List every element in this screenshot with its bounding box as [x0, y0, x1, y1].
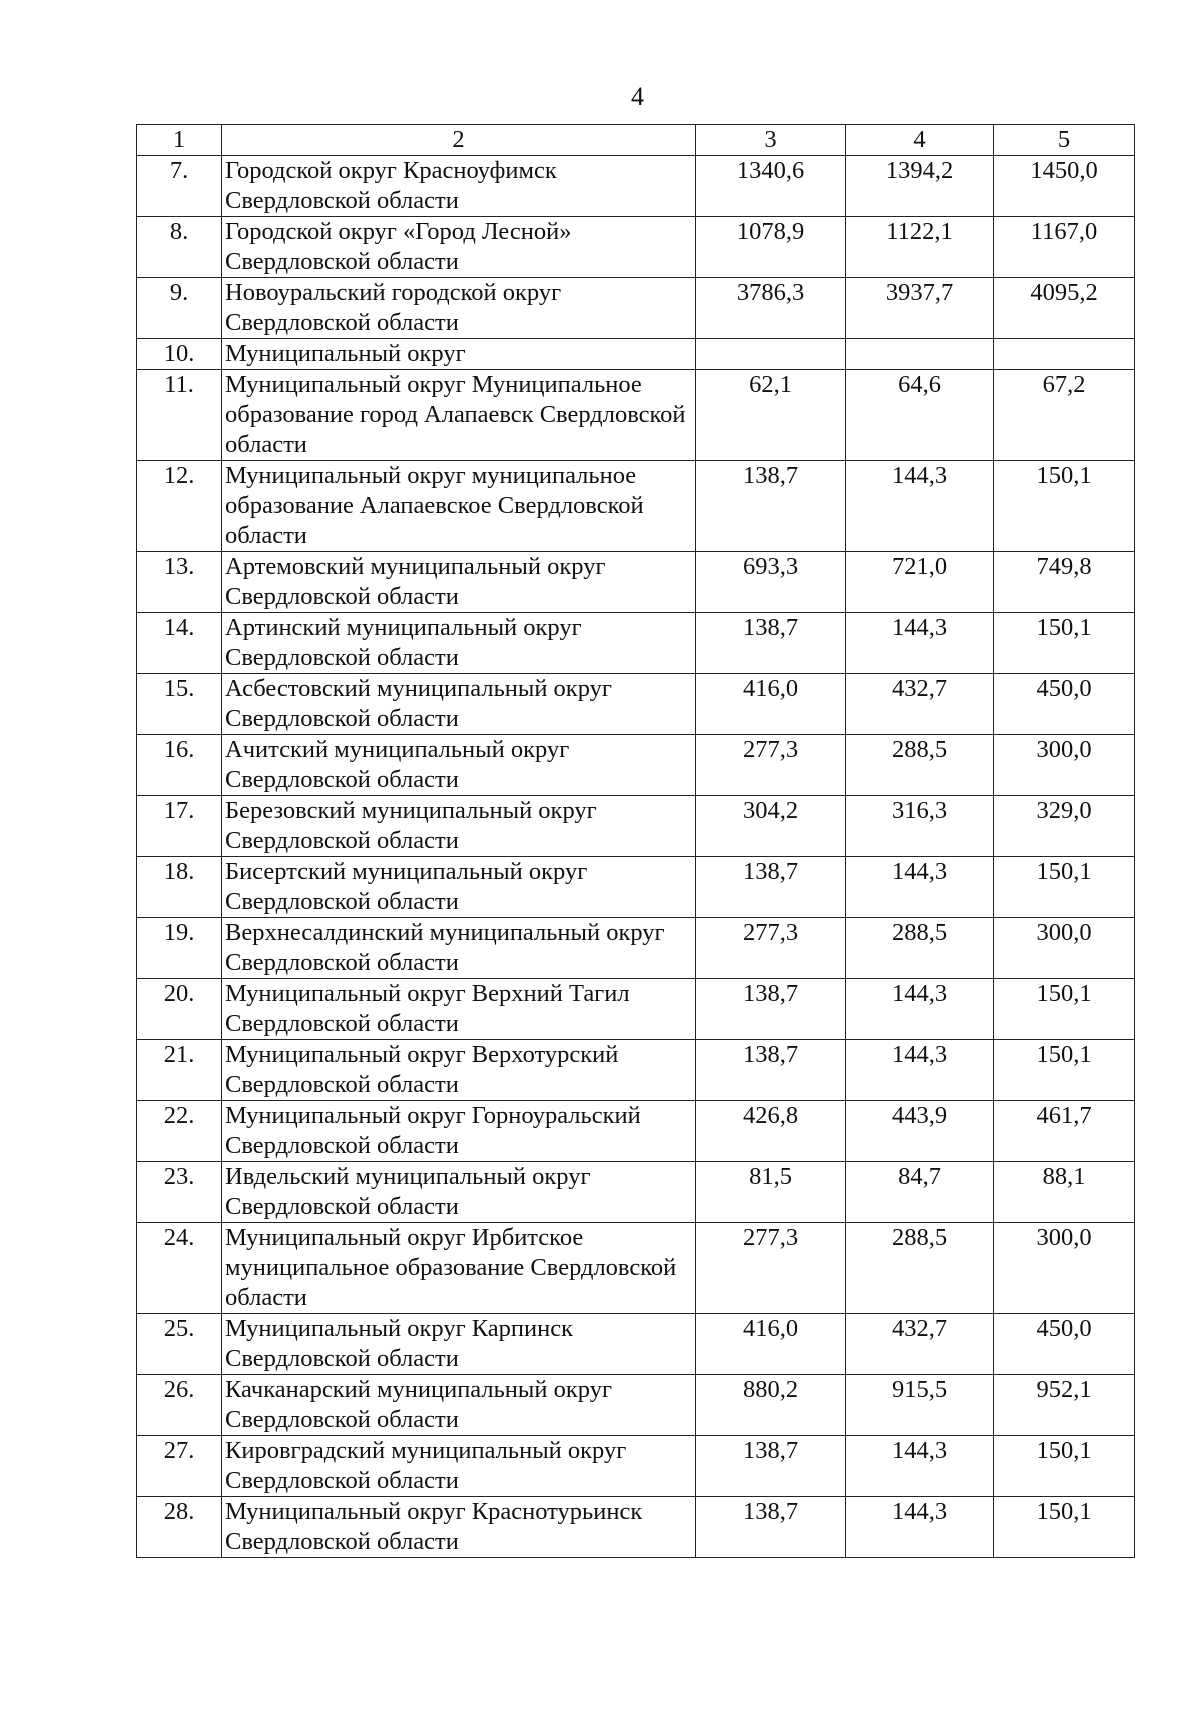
value-column-5: 450,0 [994, 674, 1135, 735]
municipality-name: Муниципальный округ Верхотурский Свердловской области [222, 1040, 696, 1101]
municipality-name: Муниципальный округ Верхний Тагил Свердловской области [222, 979, 696, 1040]
value-column-3: 277,3 [696, 1223, 846, 1314]
municipality-name: Муниципальный округ [222, 339, 696, 370]
value-column-3: 1340,6 [696, 156, 846, 217]
row-number: 19. [137, 918, 222, 979]
table-row [137, 674, 1135, 735]
value-column-4: 144,3 [846, 613, 994, 674]
value-column-5: 300,0 [994, 918, 1135, 979]
row-number: 28. [137, 1497, 222, 1558]
value-column-3: 138,7 [696, 979, 846, 1040]
value-column-5: 329,0 [994, 796, 1135, 857]
data-table [136, 124, 1135, 1558]
row-number: 12. [137, 461, 222, 552]
municipality-name: Городской округ «Город Лесной» Свердловской области [222, 217, 696, 278]
table-row [137, 1223, 1135, 1314]
value-column-4: 64,6 [846, 370, 994, 461]
table-row [137, 857, 1135, 918]
value-column-5 [994, 339, 1135, 370]
value-column-3: 3786,3 [696, 278, 846, 339]
table-row [137, 217, 1135, 278]
column-header-2: 2 [222, 125, 696, 156]
row-number: 10. [137, 339, 222, 370]
value-column-3: 138,7 [696, 1436, 846, 1497]
value-column-3: 880,2 [696, 1375, 846, 1436]
value-column-5: 150,1 [994, 461, 1135, 552]
value-column-4 [846, 339, 994, 370]
value-column-5: 749,8 [994, 552, 1135, 613]
table-row [137, 1101, 1135, 1162]
municipality-name: Березовский муниципальный округ Свердловской области [222, 796, 696, 857]
row-number: 17. [137, 796, 222, 857]
value-column-3: 304,2 [696, 796, 846, 857]
value-column-4: 3937,7 [846, 278, 994, 339]
value-column-4: 432,7 [846, 1314, 994, 1375]
table-body [137, 125, 1135, 1558]
value-column-4: 1394,2 [846, 156, 994, 217]
municipality-name: Муниципальный округ муниципальное образование Алапаевское Свердловской области [222, 461, 696, 552]
value-column-3: 1078,9 [696, 217, 846, 278]
value-column-4: 288,5 [846, 918, 994, 979]
column-header-3: 3 [696, 125, 846, 156]
row-number: 8. [137, 217, 222, 278]
row-number: 15. [137, 674, 222, 735]
municipality-name: Муниципальный округ Муниципальное образование город Алапаевск Свердловской области [222, 370, 696, 461]
row-number: 18. [137, 857, 222, 918]
page-number: 4 [631, 82, 644, 111]
value-column-4: 144,3 [846, 1436, 994, 1497]
value-column-3: 277,3 [696, 735, 846, 796]
row-number: 23. [137, 1162, 222, 1223]
value-column-4: 144,3 [846, 461, 994, 552]
value-column-5: 150,1 [994, 1497, 1135, 1558]
value-column-5: 150,1 [994, 1436, 1135, 1497]
value-column-3: 138,7 [696, 857, 846, 918]
municipality-name: Верхнесалдинский муниципальный округ Свердловской области [222, 918, 696, 979]
table-row [137, 796, 1135, 857]
row-number: 20. [137, 979, 222, 1040]
value-column-5: 450,0 [994, 1314, 1135, 1375]
value-column-3: 426,8 [696, 1101, 846, 1162]
municipality-name: Артемовский муниципальный округ Свердловской области [222, 552, 696, 613]
row-number: 16. [137, 735, 222, 796]
municipality-name: Муниципальный округ Краснотурьинск Свердловской области [222, 1497, 696, 1558]
value-column-4: 915,5 [846, 1375, 994, 1436]
table-row [137, 1162, 1135, 1223]
value-column-3: 138,7 [696, 613, 846, 674]
table-row [137, 1497, 1135, 1558]
row-number: 7. [137, 156, 222, 217]
value-column-5: 1450,0 [994, 156, 1135, 217]
value-column-5: 1167,0 [994, 217, 1135, 278]
value-column-4: 1122,1 [846, 217, 994, 278]
value-column-4: 84,7 [846, 1162, 994, 1223]
value-column-4: 721,0 [846, 552, 994, 613]
row-number: 26. [137, 1375, 222, 1436]
value-column-3 [696, 339, 846, 370]
municipality-name: Новоуральский городской округ Свердловской области [222, 278, 696, 339]
value-column-4: 144,3 [846, 979, 994, 1040]
value-column-5: 952,1 [994, 1375, 1135, 1436]
value-column-4: 288,5 [846, 735, 994, 796]
municipality-name: Артинский муниципальный округ Свердловской области [222, 613, 696, 674]
row-number: 24. [137, 1223, 222, 1314]
value-column-5: 150,1 [994, 857, 1135, 918]
municipality-name: Муниципальный округ Карпинск Свердловской области [222, 1314, 696, 1375]
municipality-name: Асбестовский муниципальный округ Свердловской области [222, 674, 696, 735]
table-row [137, 1314, 1135, 1375]
table-row [137, 552, 1135, 613]
row-number: 27. [137, 1436, 222, 1497]
value-column-3: 81,5 [696, 1162, 846, 1223]
value-column-3: 277,3 [696, 918, 846, 979]
table-row [137, 1436, 1135, 1497]
value-column-5: 4095,2 [994, 278, 1135, 339]
value-column-5: 150,1 [994, 1040, 1135, 1101]
table-row [137, 156, 1135, 217]
row-number: 9. [137, 278, 222, 339]
table-row [137, 278, 1135, 339]
municipality-name: Кировградский муниципальный округ Свердловской области [222, 1436, 696, 1497]
header-row [137, 125, 1135, 156]
value-column-5: 300,0 [994, 1223, 1135, 1314]
table-row [137, 613, 1135, 674]
value-column-5: 88,1 [994, 1162, 1135, 1223]
value-column-3: 693,3 [696, 552, 846, 613]
municipality-name: Городской округ Красноуфимск Свердловской области [222, 156, 696, 217]
value-column-4: 316,3 [846, 796, 994, 857]
row-number: 11. [137, 370, 222, 461]
value-column-5: 461,7 [994, 1101, 1135, 1162]
municipality-name: Бисертский муниципальный округ Свердловской области [222, 857, 696, 918]
municipality-name: Ивдельский муниципальный округ Свердловской области [222, 1162, 696, 1223]
value-column-5: 300,0 [994, 735, 1135, 796]
municipality-name: Качканарский муниципальный округ Свердловской области [222, 1375, 696, 1436]
value-column-4: 144,3 [846, 1040, 994, 1101]
municipality-name: Муниципальный округ Горноуральский Свердловской области [222, 1101, 696, 1162]
value-column-4: 288,5 [846, 1223, 994, 1314]
value-column-5: 150,1 [994, 613, 1135, 674]
value-column-3: 138,7 [696, 1040, 846, 1101]
value-column-4: 144,3 [846, 1497, 994, 1558]
row-number: 22. [137, 1101, 222, 1162]
value-column-5: 150,1 [994, 979, 1135, 1040]
table-row [137, 918, 1135, 979]
value-column-5: 67,2 [994, 370, 1135, 461]
value-column-4: 432,7 [846, 674, 994, 735]
municipality-name: Ачитский муниципальный округ Свердловской области [222, 735, 696, 796]
municipality-name: Муниципальный округ Ирбитское муниципальное образование Свердловской области [222, 1223, 696, 1314]
table-row [137, 979, 1135, 1040]
row-number: 14. [137, 613, 222, 674]
value-column-4: 443,9 [846, 1101, 994, 1162]
table-row [137, 339, 1135, 370]
table-row [137, 1040, 1135, 1101]
value-column-3: 138,7 [696, 461, 846, 552]
table-row [137, 461, 1135, 552]
row-number: 13. [137, 552, 222, 613]
value-column-3: 416,0 [696, 674, 846, 735]
row-number: 21. [137, 1040, 222, 1101]
column-header-4: 4 [846, 125, 994, 156]
table-row [137, 370, 1135, 461]
table-row [137, 1375, 1135, 1436]
value-column-3: 62,1 [696, 370, 846, 461]
row-number: 25. [137, 1314, 222, 1375]
column-header-1: 1 [137, 125, 222, 156]
value-column-3: 138,7 [696, 1497, 846, 1558]
column-header-5: 5 [994, 125, 1135, 156]
table-row [137, 735, 1135, 796]
value-column-3: 416,0 [696, 1314, 846, 1375]
value-column-4: 144,3 [846, 857, 994, 918]
